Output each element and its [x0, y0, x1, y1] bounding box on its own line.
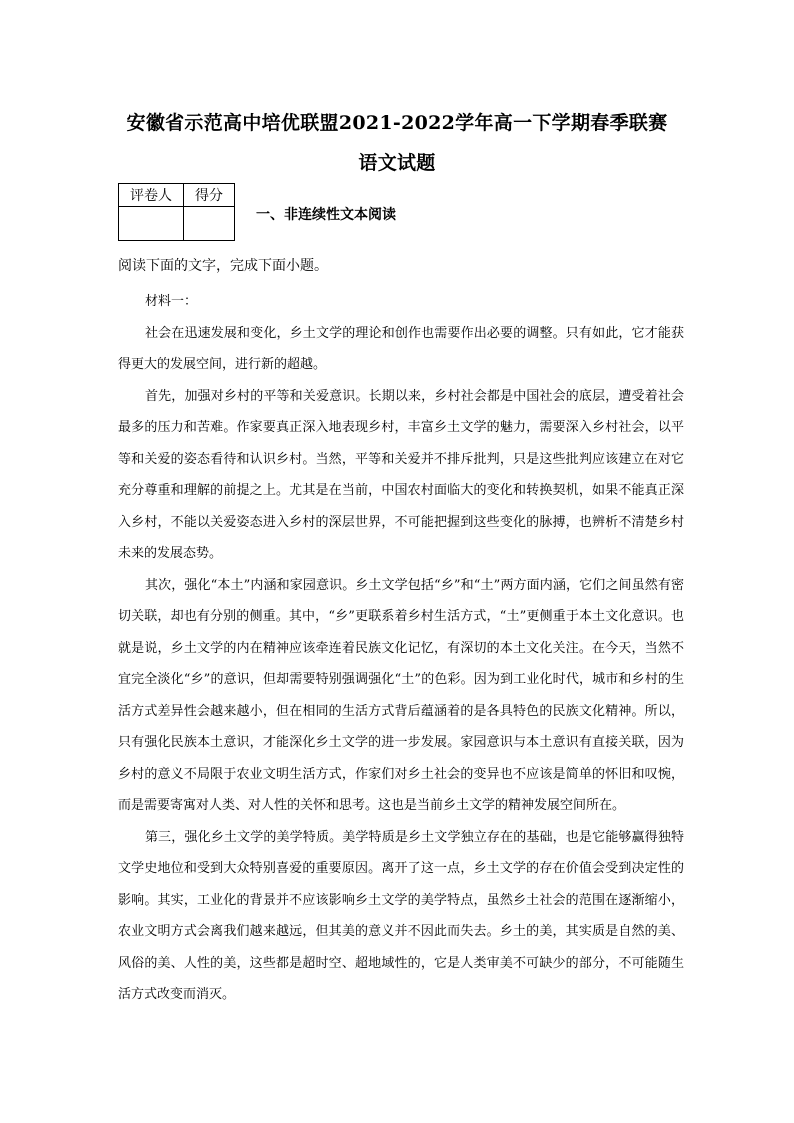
- grader-cell: [119, 207, 184, 241]
- material-content: [118, 286, 684, 1011]
- material-paragraph: 第三，强化乡土文学的美学特质。美学特质是乡土文学独立存在的基础，也是它能够赢得独特文学史地位和受到大众特别喜爱的重要原因。离开了这一点，乡土文学的存在价值会受到决定性的影响。其实，工业化的背景并不应该影响乡土文学的美学特点，虽然乡土社会的范围在逐渐缩小，农业文明方式会离我们越来越远，但其美的意义并不因此而失去。乡土的美，其实质是自然的美、风俗的美、人性的美，这些都是超时空、超地域性的，它是人类审美不可缺少的部分，不可能随生活方式改变而消灭。: [118, 829, 684, 1002]
- grader-label: 评卷人: [119, 184, 184, 207]
- section-title: 一、非连续性文本阅读: [256, 207, 396, 223]
- material-paragraph: 首先，加强对乡村的平等和关爱意识。长期以来，乡村社会都是中国社会的底层，遭受着社会最多的压力和苦难。作家要真正深入地表现乡村，丰富乡土文学的魅力，需要深入乡村社会，以平等和关爱的姿态看待和认识乡村。当然，平等和关爱并不排斥批判，只是这些批判应该建立在对它充分尊重和理解的前提之上。尤其是在当前，中国农村面临大的变化和转换契机，如果不能真正深入乡村，不能以关爱姿态进入乡村的深层世界，不可能把握到这些变化的脉搏，也辨析不清楚乡村未来的发展态势。: [118, 388, 684, 561]
- reading-instruction: 阅读下面的文字，完成下面小题。: [118, 258, 328, 274]
- material-paragraph: 社会在迅速发展和变化，乡土文学的理论和创作也需要作出必要的调整。只有如此，它才能获得更大的发展空间，进行新的超越。: [118, 325, 684, 372]
- score-cell: [184, 207, 235, 241]
- score-label: 得分: [184, 184, 235, 207]
- document-title: 安徽省示范高中培优联盟2021-2022学年高一下学期春季联赛: [126, 112, 668, 134]
- material-label: 材料一：: [145, 294, 198, 309]
- material-paragraph: 其次，强化“本土”内涵和家园意识。乡土文学包括“乡”和“土”两方面内涵，它们之间虽然有密切关联，却也有分别的侧重。其中，“乡”更联系着乡村生活方式，“土”更侧重于本土文化意识。也就是说，乡土文学的内在精神应该牵连着民族文化记忆，有深切的本土文化关注。在今天，当然不宜完全淡化“乡”的意识，但却需要特别强调强化“土”的色彩。因为到工业化时代，城市和乡村的生活方式差异性会越来越小，但在相同的生活方式背后蕴涵着的是各具特色的民族文化精神。所以，只有强化民族本土意识，才能深化乡土文学的进一步发展。家园意识与本土意识有直接关联，因为乡村的意义不局限于农业文明生活方式，作家们对乡土社会的变异也不应该是简单的怀旧和叹惋，而是需要寄寓对人类、对人性的关怀和思考。这也是当前乡土文学的精神发展空间所在。: [118, 577, 684, 813]
- document-subtitle: 语文试题: [358, 152, 436, 174]
- score-table: [118, 183, 235, 241]
